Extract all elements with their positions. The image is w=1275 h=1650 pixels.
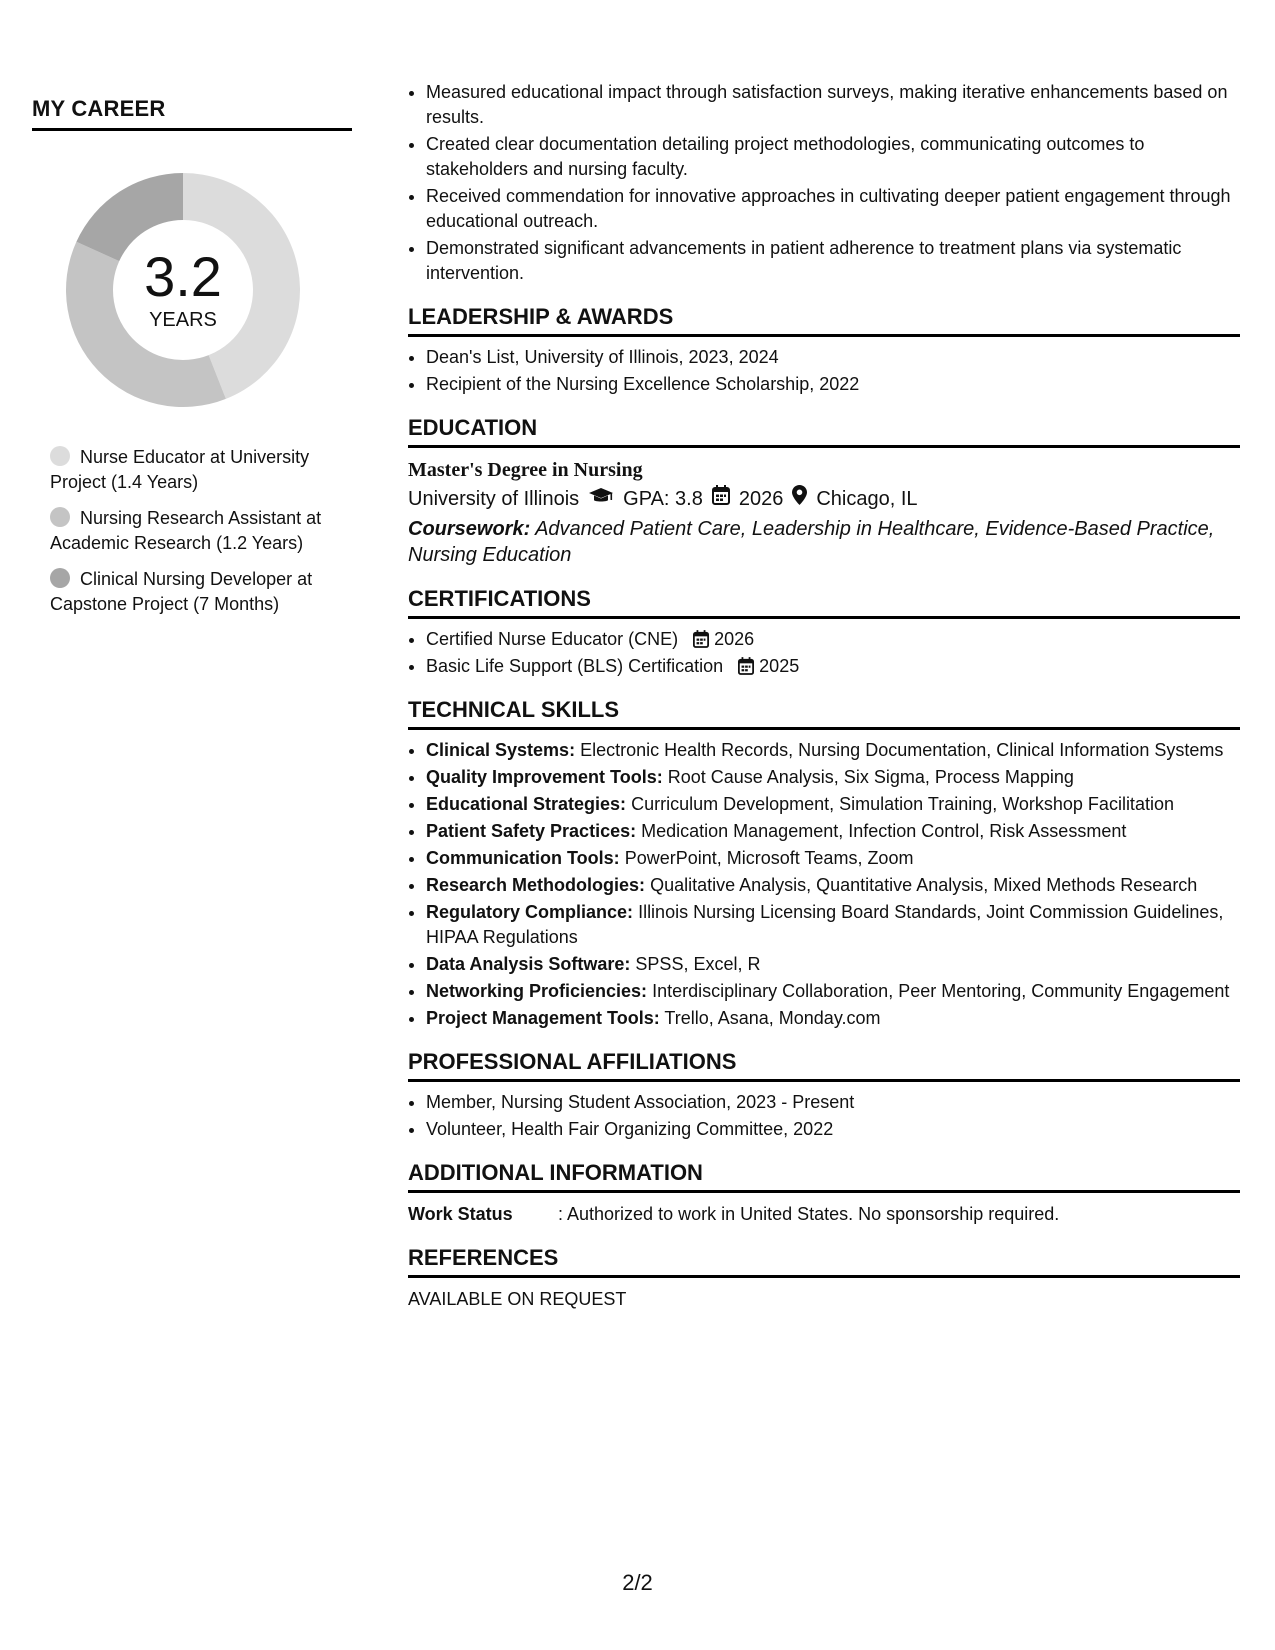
references-section [408,1245,1240,1312]
experience-bullet: • Measured educational impact through satisfaction surveys, making iterative enhancements based on results. [426,80,1240,130]
legend-dot [50,446,70,466]
list-item: • Dean's List, University of Illinois, 2023, 2024 [426,345,1240,370]
skill-label: Project Management Tools: [426,1008,660,1028]
graduation-year: 2026 [738,488,784,510]
references-text: AVAILABLE ON REQUEST [408,1289,627,1309]
coursework-label: Coursework: [408,518,531,540]
skills-section [408,697,1240,1031]
skill-item [426,900,1240,950]
skill-item [426,979,1240,1004]
legend-dot [50,568,70,588]
skill-item [426,1006,1240,1031]
certifications-section [408,586,1240,679]
skill-label: Clinical Systems: [426,740,576,760]
donut-center [56,163,310,417]
legend-item [50,445,340,495]
work-status-value: : Authorized to work in United States. No sponsorship required. [558,1204,1060,1224]
skill-value: Illinois Nursing Licensing Board Standards, Joint Commission Guidelines, HIPAA Regulations [426,902,1224,947]
page-number: 2/2 [622,1570,653,1595]
skill-value: SPSS, Excel, R [635,954,761,974]
degree-title: Master's Degree in Nursing [408,459,643,481]
legend-item [50,567,340,617]
skill-label: Patient Safety Practices: [426,821,637,841]
work-status-label: Work Status [408,1204,513,1224]
list-item: • Member, Nursing Student Association, 2023 - Present [426,1090,1240,1115]
experience-bullet: • Demonstrated significant advancements in patient adherence to treatment plans via systematic intervention. [426,236,1240,286]
legend-label: Nursing Research Assistant at Academic Research (1.2 Years) [50,508,322,553]
coursework [408,516,1240,568]
skill-item [426,846,1240,871]
skill-label: Data Analysis Software: [426,954,631,974]
calendar-icon [738,656,754,676]
career-donut-chart [56,163,310,417]
affiliations-section [408,1049,1240,1142]
legend-dot [50,507,70,527]
section-title: CERTIFICATIONS [408,586,1240,619]
skill-value: Curriculum Development, Simulation Training, Workshop Facilitation [631,794,1174,814]
skill-item [426,792,1240,817]
skill-label: Networking Proficiencies: [426,981,648,1001]
donut-total-value: 3.2 [144,244,222,308]
skill-label: Educational Strategies: [426,794,627,814]
donut-legend [50,445,340,617]
skill-item [426,819,1240,844]
map-pin-icon [792,484,807,514]
sidebar-heading: MY CAREER [32,96,352,131]
list-item: • Recipient of the Nursing Excellence Scholarship, 2022 [426,372,1240,397]
section-title: REFERENCES [408,1245,1240,1278]
skill-label: Communication Tools: [426,848,620,868]
skill-item [426,738,1240,763]
skill-label: Research Methodologies: [426,875,646,895]
calendar-icon [693,629,709,649]
calendar-icon [712,484,730,514]
sidebar [32,96,352,628]
school-name: University of Illinois [408,488,580,510]
section-title: EDUCATION [408,415,1240,448]
section-title: TECHNICAL SKILLS [408,697,1240,730]
section-title: ADDITIONAL INFORMATION [408,1160,1240,1193]
certification-year: 2026 [714,629,755,649]
skill-value: Root Cause Analysis, Six Sigma, Process Mapping [667,767,1074,787]
donut-total-unit: YEARS [149,308,217,331]
coursework-list: Advanced Patient Care, Leadership in Healthcare, Evidence-Based Practice, Nursing Education [408,518,1215,566]
skill-value: Qualitative Analysis, Quantitative Analysis, Mixed Methods Research [650,875,1198,895]
leadership-section [408,304,1240,397]
skill-label: Regulatory Compliance: [426,902,634,922]
skill-value: Medication Management, Infection Control, Risk Assessment [641,821,1127,841]
certification-item [426,627,1240,652]
legend-label: Clinical Nursing Developer at Capstone Project (7 Months) [50,569,313,614]
skill-item [426,952,1240,977]
certification-year: 2025 [759,656,800,676]
legend-label: Nurse Educator at University Project (1.4 Years) [50,447,310,492]
education-section [408,415,1240,568]
skill-value: Interdisciplinary Collaboration, Peer Mentoring, Community Engagement [652,981,1230,1001]
school-location: Chicago, IL [816,488,918,510]
skill-label: Quality Improvement Tools: [426,767,663,787]
gpa: GPA: 3.8 [623,488,703,510]
education-details [408,484,1240,514]
certification-name: Certified Nurse Educator (CNE) [426,629,679,649]
work-status-row [408,1201,1240,1227]
section-title: PROFESSIONAL AFFILIATIONS [408,1049,1240,1082]
skill-item [426,873,1240,898]
legend-item [50,506,340,556]
main-content [408,80,1240,1312]
additional-info-section [408,1160,1240,1227]
skill-item [426,765,1240,790]
section-title: LEADERSHIP & AWARDS [408,304,1240,337]
experience-bullet: • Created clear documentation detailing project methodologies, communicating outcomes to stakeholders and nursing faculty. [426,132,1240,182]
certification-item [426,654,1240,679]
graduation-cap-icon [588,484,614,514]
experience-bullet: • Received commendation for innovative approaches in cultivating deeper patient engagement through educational outreach. [426,184,1240,234]
certification-name: Basic Life Support (BLS) Certification [426,656,724,676]
experience-bullets [408,80,1240,286]
skill-value: Trello, Asana, Monday.com [664,1008,881,1028]
skill-value: Electronic Health Records, Nursing Documentation, Clinical Information Systems [580,740,1224,760]
skill-value: PowerPoint, Microsoft Teams, Zoom [624,848,914,868]
list-item: • Volunteer, Health Fair Organizing Committee, 2022 [426,1117,1240,1142]
